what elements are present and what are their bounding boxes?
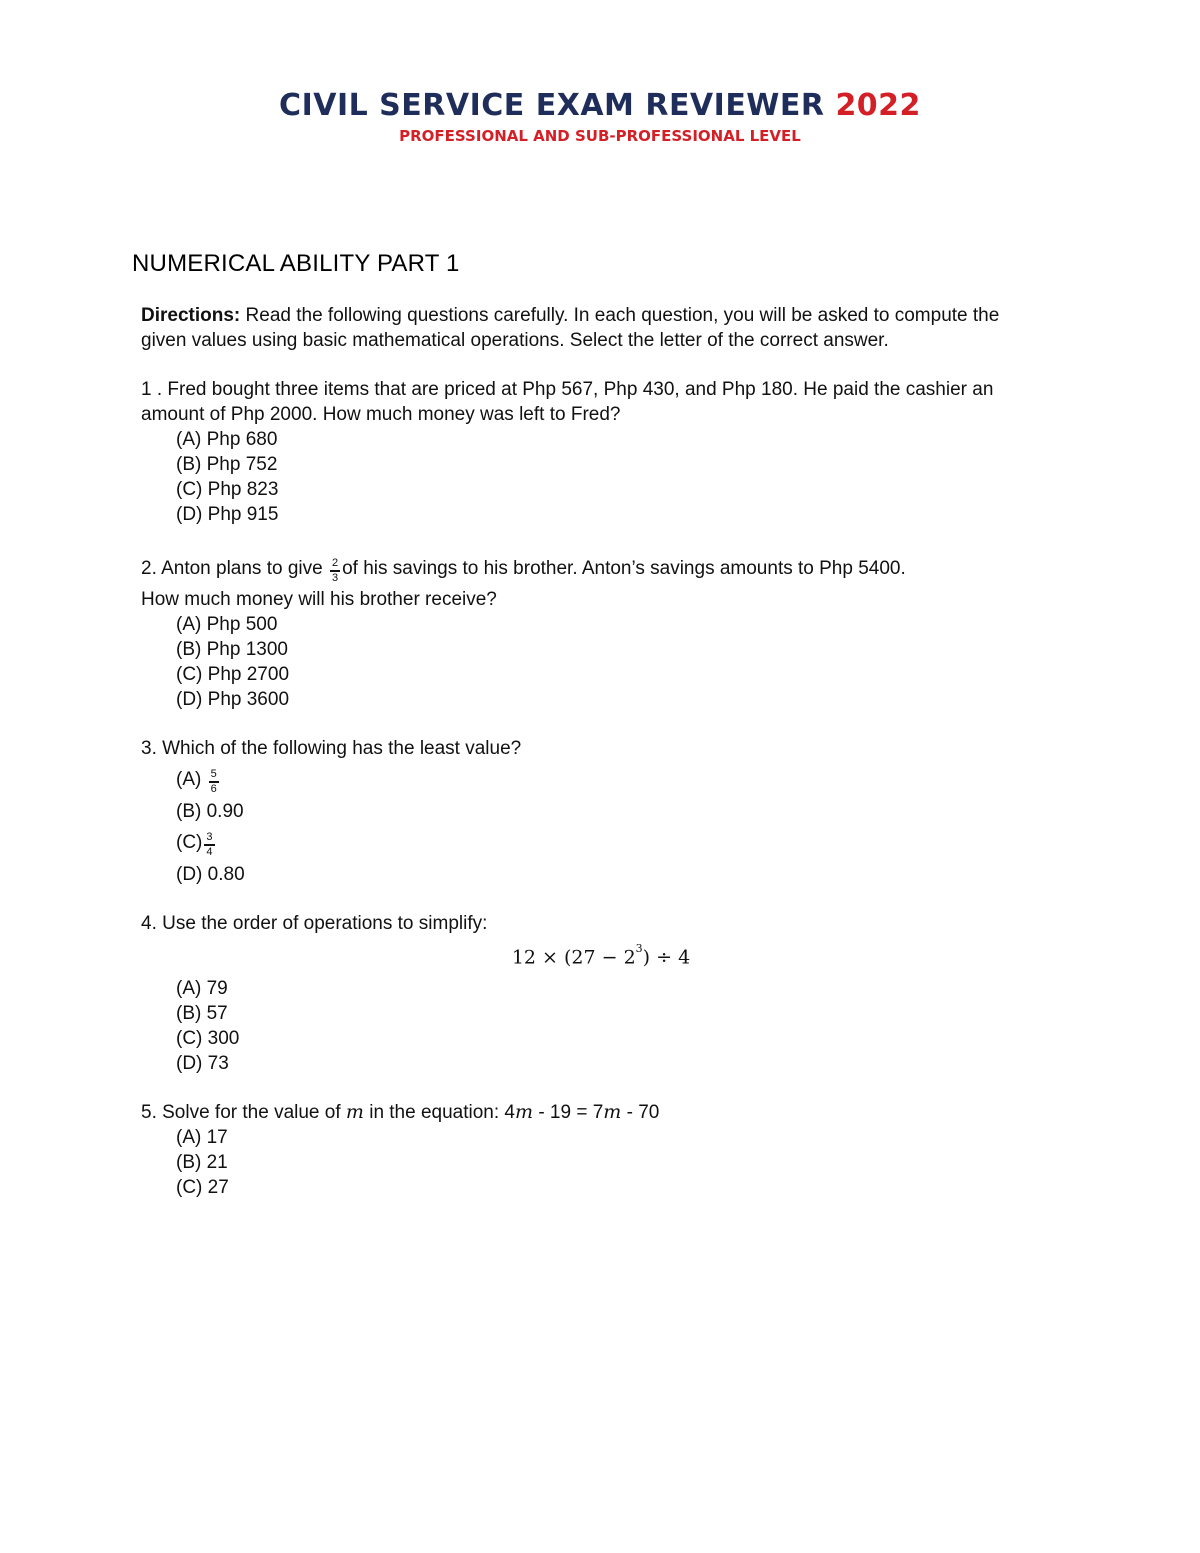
variable-m: m bbox=[603, 1101, 622, 1124]
question-5-options bbox=[141, 1125, 1041, 1200]
fraction-two-thirds bbox=[330, 558, 340, 584]
question-2-text-after: of his savings to his brother. Anton’s savings amounts to Php 5400. bbox=[342, 558, 906, 579]
expression-left: 12 × (27 − 2 bbox=[511, 946, 636, 969]
question-2-option-b: (B) Php 1300 bbox=[176, 639, 288, 660]
question-1 bbox=[141, 377, 1041, 527]
question-3-option-b: (B) 0.90 bbox=[176, 801, 244, 822]
question-2-option-a: (A) Php 500 bbox=[176, 614, 278, 635]
expression-exponent: 3 bbox=[635, 942, 643, 955]
option-a-label: (A) bbox=[176, 769, 207, 790]
expression-right: ) ÷ 4 bbox=[642, 946, 691, 969]
question-2 bbox=[141, 551, 1041, 712]
question-5-option-c: (C) 27 bbox=[176, 1177, 229, 1199]
question-1-option-b: (B) Php 752 bbox=[176, 454, 278, 475]
question-2-text-line2: How much money will his brother receive? bbox=[141, 589, 497, 610]
question-5-text-end: - 70 bbox=[621, 1102, 660, 1124]
question-3 bbox=[141, 736, 1041, 887]
document-subtitle: PROFESSIONAL AND SUB-PROFESSIONAL LEVEL bbox=[399, 127, 801, 145]
question-3-option-c bbox=[176, 824, 1041, 862]
question-2-text-before: 2. Anton plans to give bbox=[141, 558, 328, 579]
question-1-option-a: (A) Php 680 bbox=[176, 429, 278, 450]
question-5-option-a: (A) 17 bbox=[176, 1127, 228, 1149]
document-body bbox=[141, 303, 1041, 1224]
title-main: CIVIL SERVICE EXAM REVIEWER bbox=[279, 88, 836, 123]
variable-m: m bbox=[345, 1101, 364, 1124]
question-1-option-d: (D) Php 915 bbox=[176, 504, 279, 525]
fraction-denominator: 6 bbox=[210, 782, 217, 795]
fraction-denominator: 4 bbox=[206, 845, 213, 858]
question-2-option-d: (D) Php 3600 bbox=[176, 689, 290, 710]
question-5-text-mid2: - 19 = 7 bbox=[533, 1102, 604, 1124]
question-4-option-c: (C) 300 bbox=[176, 1028, 240, 1050]
question-4-option-a: (A) 79 bbox=[176, 978, 228, 1000]
question-1-options bbox=[141, 427, 1041, 527]
question-1-option-c: (C) Php 823 bbox=[176, 479, 279, 500]
fraction-numerator: 5 bbox=[209, 769, 219, 783]
question-3-option-a bbox=[176, 761, 1041, 799]
document-header bbox=[0, 86, 1200, 146]
question-4-option-d: (D) 73 bbox=[176, 1053, 229, 1075]
title-year: 2022 bbox=[835, 88, 921, 123]
question-3-options bbox=[141, 761, 1041, 887]
question-4 bbox=[141, 911, 1041, 1076]
directions-text: Read the following questions carefully. In each question, you will be asked to compute the given values using basic mathematical operations. Select the letter of the correct answer. bbox=[141, 305, 1000, 351]
question-5 bbox=[141, 1100, 1041, 1200]
question-2-options bbox=[141, 612, 1041, 712]
question-5-text-mid1: in the equation: 4 bbox=[363, 1102, 516, 1124]
fraction-denominator: 3 bbox=[331, 571, 339, 584]
question-5-text-before: 5. Solve for the value of bbox=[141, 1102, 346, 1124]
question-5-text bbox=[141, 1100, 1041, 1125]
question-3-option-d: (D) 0.80 bbox=[176, 864, 245, 885]
math-expression bbox=[141, 938, 1041, 972]
section-title: NUMERICAL ABILITY PART 1 bbox=[132, 250, 460, 277]
question-2-option-c: (C) Php 2700 bbox=[176, 664, 290, 685]
question-4-options bbox=[141, 976, 1041, 1076]
directions-label: Directions: bbox=[141, 305, 241, 326]
question-4-option-b: (B) 57 bbox=[176, 1003, 228, 1025]
question-1-text: 1 . Fred bought three items that are priced at Php 567, Php 430, and Php 180. He paid the cashier an amount of Php 2000. How much money was left to Fred? bbox=[141, 379, 994, 425]
document-title bbox=[279, 86, 921, 126]
fraction-numerator: 2 bbox=[330, 558, 340, 572]
variable-m: m bbox=[515, 1101, 534, 1124]
directions bbox=[141, 303, 1041, 353]
fraction-five-sixths bbox=[209, 769, 219, 795]
question-3-text: 3. Which of the following has the least value? bbox=[141, 738, 522, 759]
question-2-text bbox=[141, 551, 1041, 587]
fraction-numerator: 3 bbox=[204, 832, 214, 846]
question-4-text: 4. Use the order of operations to simplify: bbox=[141, 913, 488, 934]
question-5-option-b: (B) 21 bbox=[176, 1152, 228, 1174]
fraction-three-fourths bbox=[204, 832, 214, 858]
option-c-label: (C) bbox=[176, 832, 203, 853]
